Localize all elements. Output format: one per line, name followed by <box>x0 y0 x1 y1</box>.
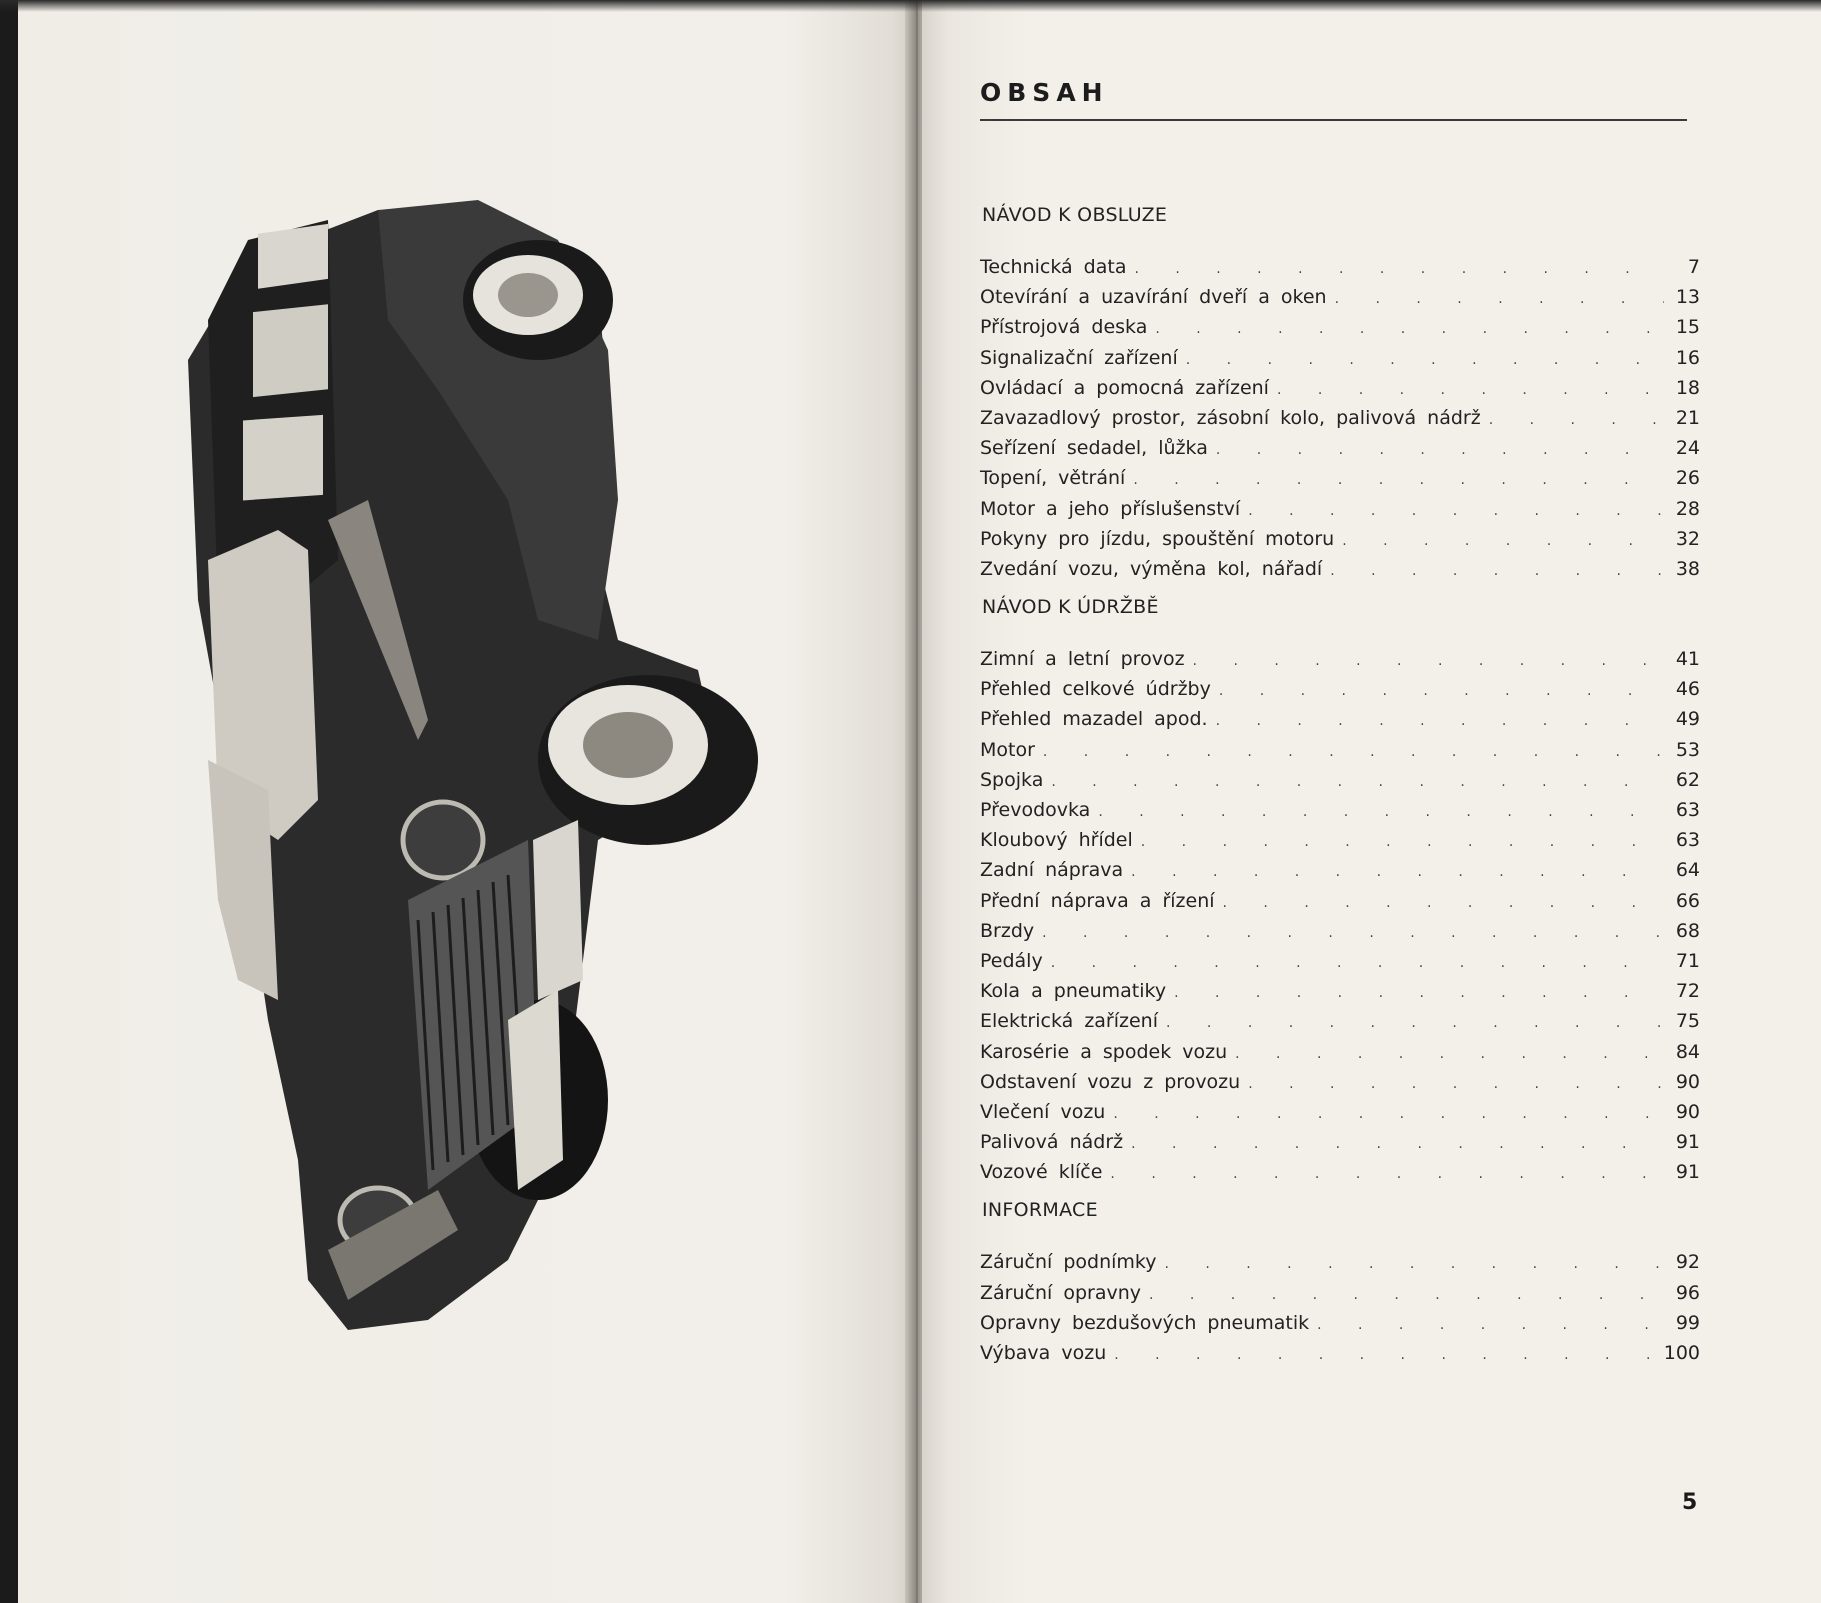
toc-entry <box>980 1097 1700 1127</box>
section-gap <box>980 622 1700 644</box>
toc-entry-title: Palivová nádrž <box>980 1131 1124 1154</box>
leader-dots <box>1105 1099 1664 1129</box>
toc-entry <box>980 795 1700 825</box>
leader-dots <box>1034 918 1664 948</box>
leader-dots <box>1147 314 1664 344</box>
leader-dots <box>1043 948 1664 978</box>
toc-entry-page: 13 <box>1675 286 1700 309</box>
title-rule <box>980 119 1687 121</box>
toc-entry-title: Motor a jeho příslušenství <box>980 497 1241 520</box>
toc-entry-title: Zavazadlový prostor, zásobní kolo, palivová nádrž <box>980 406 1481 429</box>
toc-entry-title: Technická data <box>980 256 1127 278</box>
toc-entry-page: 32 <box>1675 527 1700 550</box>
toc-entry <box>980 704 1700 734</box>
page-number: 5 <box>1682 1490 1698 1515</box>
toc-entry-page: 18 <box>1675 376 1700 399</box>
toc-entry <box>980 312 1700 342</box>
toc-entry-page: 21 <box>1675 406 1700 429</box>
leader-dots <box>1090 797 1664 827</box>
table-of-contents <box>980 200 1700 1368</box>
toc-entry-page: 49 <box>1675 708 1700 731</box>
toc-entry <box>980 855 1700 885</box>
leader-dots <box>1208 706 1664 736</box>
toc-entry-title: Zadní náprava <box>980 859 1124 882</box>
toc-entry-page: 100 <box>1663 1342 1700 1364</box>
toc-entry-title: Záruční opravny <box>980 1281 1141 1304</box>
toc-entry-page: 75 <box>1675 1010 1700 1033</box>
leader-dots <box>1227 1039 1664 1069</box>
toc-entry-title: Seřízení sedadel, lůžka <box>980 437 1208 460</box>
toc-entry <box>980 463 1700 493</box>
section-heading: NÁVOD K ÚDRŽBĚ <box>982 596 1159 619</box>
toc-entry <box>980 976 1700 1006</box>
toc-entry <box>980 825 1700 855</box>
toc-entry-title: Výbava vozu <box>980 1342 1107 1364</box>
toc-entry <box>980 644 1700 674</box>
toc-entry <box>980 1006 1700 1036</box>
leader-dots <box>1166 978 1664 1008</box>
leader-dots <box>1185 646 1664 676</box>
toc-entry <box>980 946 1700 976</box>
toc-entry-page: 62 <box>1675 768 1700 791</box>
section-gap <box>980 230 1700 252</box>
toc-entry-title: Ovládací a pomocná zařízení <box>980 376 1269 399</box>
section-heading: NÁVOD K OBSLUZE <box>982 204 1168 226</box>
toc-entry-page: 91 <box>1675 1131 1700 1154</box>
toc-entry-page: 53 <box>1675 738 1700 761</box>
leader-dots <box>1322 556 1664 586</box>
toc-entry <box>980 765 1700 795</box>
toc-entry-title: Topení, větrání <box>980 467 1126 490</box>
toc-entry-title: Spojka <box>980 768 1044 791</box>
leader-dots <box>1215 888 1664 918</box>
toc-entry-title: Elektrická zařízení <box>980 1010 1159 1033</box>
toc-entry <box>980 524 1700 554</box>
toc-entry <box>980 252 1700 282</box>
toc-entry <box>980 282 1700 312</box>
toc-entry-title: Brzdy <box>980 919 1035 942</box>
toc-entry-title: Kola a pneumatiky <box>980 980 1167 1003</box>
leader-dots <box>1156 1249 1664 1279</box>
leader-dots <box>1141 1280 1664 1310</box>
toc-entry-page: 24 <box>1675 437 1700 460</box>
toc-entry-page: 91 <box>1675 1161 1700 1184</box>
leader-dots <box>1327 284 1664 314</box>
toc-entry <box>980 1037 1700 1067</box>
toc-entry-title: Opravny bezdušových pneumatik <box>980 1311 1310 1334</box>
leader-dots <box>1211 676 1664 706</box>
section-heading: INFORMACE <box>982 1199 1098 1222</box>
leader-dots <box>1240 496 1664 526</box>
leader-dots <box>1269 375 1664 405</box>
toc-entry-page: 16 <box>1675 346 1700 369</box>
toc-entry-title: Přístrojová deska <box>980 316 1148 339</box>
toc-entry-title: Zvedání vozu, výměna kol, nářadí <box>980 557 1323 580</box>
toc-entry-page: 38 <box>1675 557 1700 580</box>
toc-entry-title: Přehled celkové údržby <box>980 678 1211 701</box>
toc-entry-page: 90 <box>1675 1100 1700 1123</box>
toc-entry <box>980 916 1700 946</box>
toc-entry-title: Vlečení vozu <box>980 1100 1106 1123</box>
toc-entry-page: 66 <box>1675 889 1700 912</box>
leader-dots <box>1481 405 1664 435</box>
toc-entry <box>980 433 1700 463</box>
leader-dots <box>1035 737 1664 767</box>
toc-entry-title: Vozové klíče <box>980 1161 1103 1184</box>
leader-dots <box>1158 1008 1664 1038</box>
toc-entry <box>980 373 1700 403</box>
toc-entry <box>980 1338 1700 1368</box>
toc-entry-page: 71 <box>1675 949 1700 972</box>
toc-entry <box>980 1247 1700 1277</box>
toc-entry-page: 99 <box>1675 1311 1700 1334</box>
toc-entry-title: Otevírání a uzavírání dveří a oken <box>980 286 1327 309</box>
left-page <box>18 0 918 1603</box>
toc-entry <box>980 674 1700 704</box>
toc-entry-page: 41 <box>1675 648 1700 671</box>
toc-entry <box>980 1308 1700 1338</box>
toc-entry-page: 72 <box>1675 980 1700 1003</box>
toc-entry-title: Karosérie a spodek vozu <box>980 1040 1228 1063</box>
car-illustration <box>178 200 838 1340</box>
toc-entry <box>980 1067 1700 1097</box>
leader-dots <box>1106 1340 1663 1370</box>
toc-entry-page: 63 <box>1675 829 1700 852</box>
toc-entry-title: Signalizační zařízení <box>980 346 1178 369</box>
toc-entry <box>980 1127 1700 1157</box>
leader-dots <box>1125 465 1664 495</box>
leader-dots <box>1126 254 1664 284</box>
toc-entry-title: Záruční podnímky <box>980 1251 1157 1274</box>
toc-entry <box>980 1278 1700 1308</box>
toc-entry-page: 84 <box>1675 1040 1700 1063</box>
toc-entry-page: 92 <box>1675 1251 1700 1274</box>
toc-entry-page: 64 <box>1675 859 1700 882</box>
leader-dots <box>1123 857 1664 887</box>
toc-entry-title: Pokyny pro jízdu, spouštění motoru <box>980 527 1335 550</box>
top-edge-shadow <box>0 0 1821 12</box>
leader-dots <box>1178 345 1664 375</box>
leader-dots <box>1102 1159 1664 1189</box>
toc-entry-title: Motor <box>980 738 1035 761</box>
toc-entry-title: Kloubový hřídel <box>980 829 1133 852</box>
toc-entry-page: 26 <box>1675 467 1700 490</box>
toc-entry-page: 7 <box>1687 256 1700 278</box>
section-gap <box>980 1225 1700 1247</box>
toc-entry-page: 15 <box>1675 316 1700 339</box>
toc-entry-page: 68 <box>1675 919 1700 942</box>
leader-dots <box>1043 767 1664 797</box>
toc-entry-page: 46 <box>1675 678 1700 701</box>
toc-entry-page: 90 <box>1675 1070 1700 1093</box>
toc-entry-title: Přehled mazadel apod. <box>980 708 1208 731</box>
toc-entry <box>980 886 1700 916</box>
toc-entry <box>980 494 1700 524</box>
toc-entry-page: 63 <box>1675 799 1700 821</box>
toc-entry <box>980 735 1700 765</box>
leader-dots <box>1133 827 1664 857</box>
toc-entry-page: 28 <box>1675 497 1700 520</box>
leader-dots <box>1123 1129 1664 1159</box>
toc-entry-title: Odstavení vozu z provozu <box>980 1070 1241 1093</box>
toc-entry-page: 96 <box>1675 1281 1700 1304</box>
toc-entry <box>980 1157 1700 1187</box>
leader-dots <box>1309 1310 1664 1340</box>
toc-entry-title: Zimní a letní provoz <box>980 648 1185 671</box>
toc-entry-title: Pedály <box>980 949 1043 972</box>
leader-dots <box>1240 1069 1664 1099</box>
toc-entry <box>980 403 1700 433</box>
page-title: OBSAH <box>980 78 1109 107</box>
leader-dots <box>1208 435 1664 465</box>
toc-entry-title: Přední náprava a řízení <box>980 889 1215 912</box>
leader-dots <box>1334 526 1664 556</box>
toc-entry <box>980 554 1700 584</box>
toc-entry-title: Převodovka <box>980 799 1091 821</box>
toc-entry <box>980 343 1700 373</box>
